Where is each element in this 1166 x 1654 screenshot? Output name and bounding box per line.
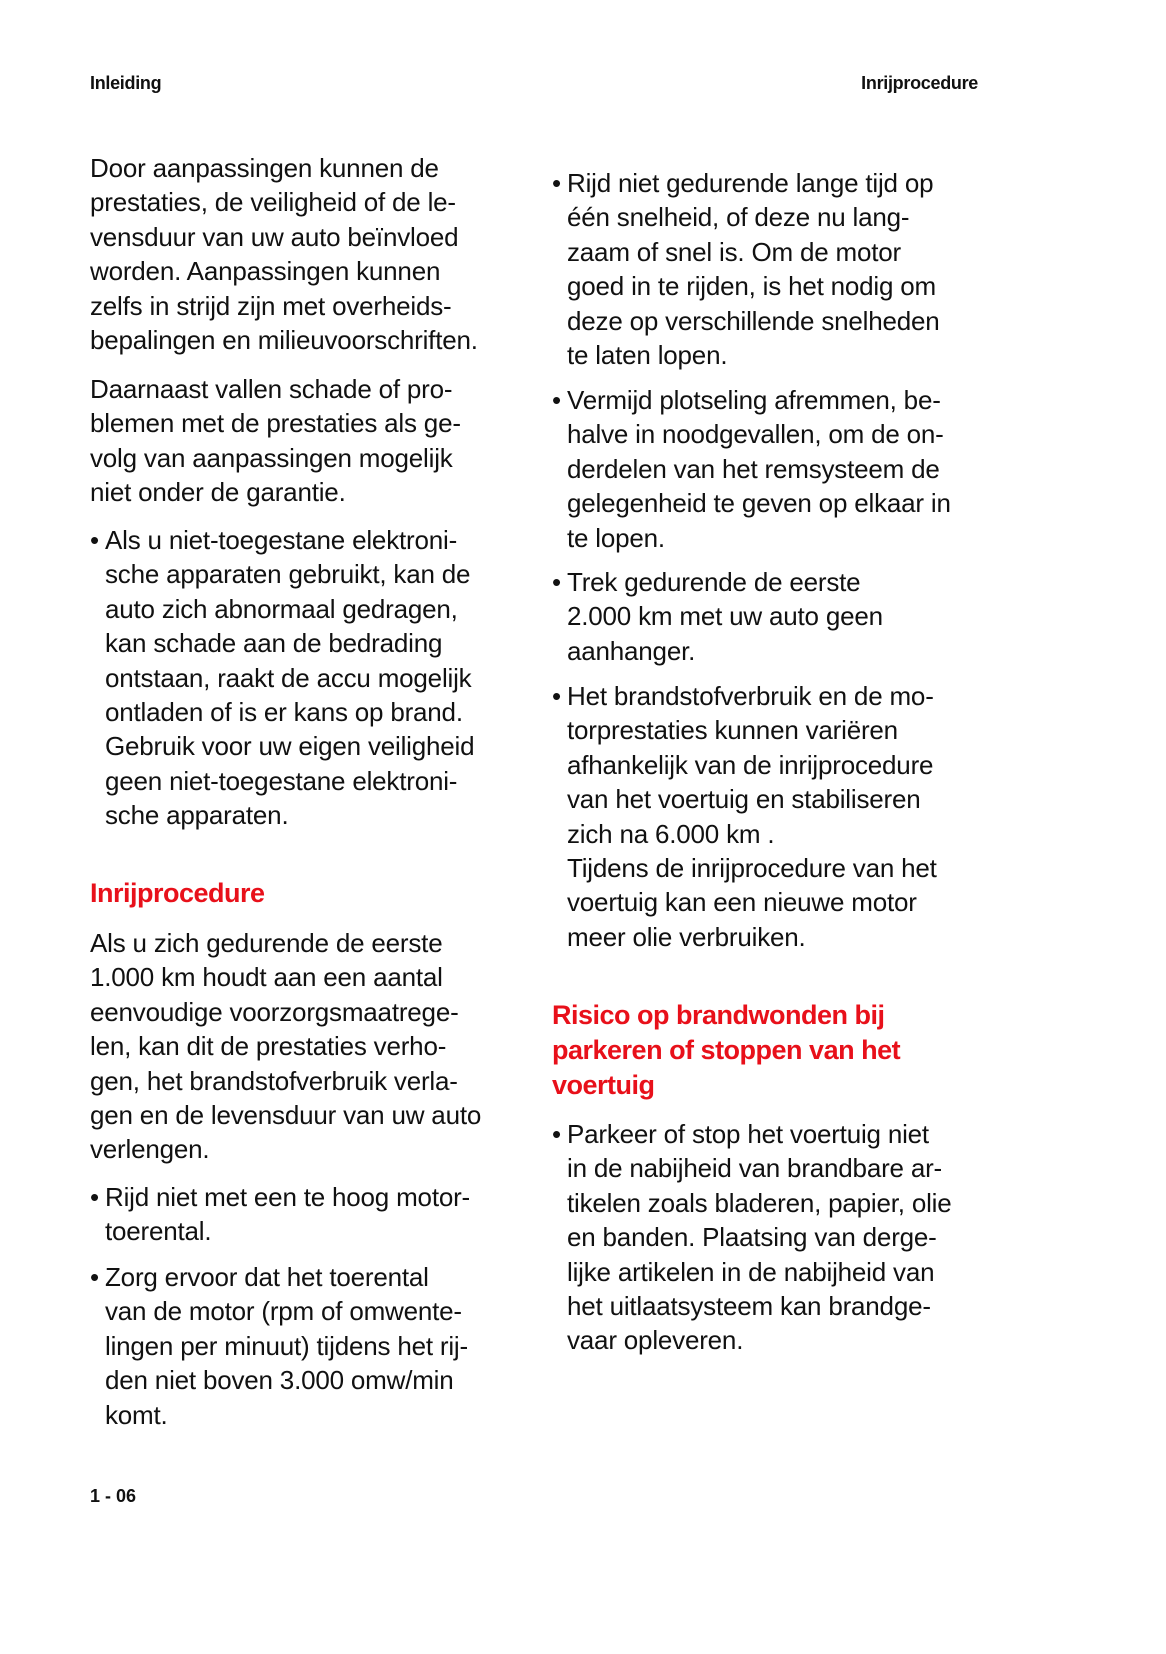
section-heading: Inrijprocedure (90, 878, 265, 908)
bullet-item (552, 1117, 1007, 1358)
running-header-left: Inleiding (90, 73, 162, 93)
bullet-item (552, 383, 1007, 555)
bullet-text: Rijd niet gedurende lange tijd op één snelheid, of deze nu lang- zaam of snel is. Om de motor goed in te rijden, is het nodig om deze op verschillende snelheden te laten lopen. (567, 168, 940, 371)
bullet-text: Parkeer of stop het voertuig niet in de nabijheid van brandbare ar- tikelen zoals bladeren, papier, olie en banden. Plaatsing van derge- lijke artikelen in de nabijheid van het uitlaatsysteem kan brandge- vaar opleveren. (567, 1119, 952, 1356)
running-header-right: Inrijprocedure (861, 73, 978, 93)
bullet-icon: • (90, 525, 99, 555)
bullet-icon: • (552, 567, 561, 597)
bullet-icon: • (552, 168, 561, 198)
paragraph: Als u zich gedurende de eerste 1.000 km houdt aan een aantal eenvoudige voorzorgsmaatrege- len, kan dit de prestaties verho- gen, het brandstofverbruik verla- gen en de levensduur van uw auto verlengen. (90, 928, 482, 1165)
bullet-text: Het brandstofverbruik en de mo- torprestaties kunnen variëren afhankelijk van de inrijprocedure van het voertuig en stabiliseren zich na 6.000 km . Tijdens de inrijprocedure van het voertuig kan een nieuwe motor meer olie verbruiken. (567, 681, 937, 952)
paragraph: Daarnaast vallen schade of pro- blemen met de prestaties als ge- volg van aanpassingen mogelijk niet onder de garantie. (90, 374, 461, 508)
paragraph: Door aanpassingen kunnen de prestaties, de veiligheid of de le- vensduur van uw auto beïnvloed worden. Aanpassingen kunnen zelfs in strijd zijn met overheids- bepalingen en milieuvoorschriften. (90, 153, 478, 356)
bullet-text: Rijd niet met een te hoog motor- toerental. (105, 1182, 471, 1247)
bullet-icon: • (90, 1182, 99, 1212)
section-heading: Risico op brandwonden bij parkeren of stoppen van het voertuig (552, 1000, 901, 1100)
bullet-item (90, 523, 545, 833)
page-number: 1 - 06 (90, 1486, 137, 1506)
bullet-text: Zorg ervoor dat het toerental van de motor (rpm of omwente- lingen per minuut) tijdens het rij- den niet boven 3.000 omw/min komt. (105, 1262, 468, 1430)
bullet-text: Trek gedurende de eerste 2.000 km met uw auto geen aanhanger. (567, 567, 883, 666)
bullet-item (552, 565, 1007, 668)
bullet-icon: • (552, 681, 561, 711)
bullet-text: Als u niet-toegestane elektroni- sche apparaten gebruikt, kan de auto zich abnormaal gedragen, kan schade aan de bedrading ontstaan, raakt de accu mogelijk ontladen of is er kans op brand. Gebruik voor uw eigen veiligheid geen niet-toegestane elektroni- sche apparaten. (105, 525, 475, 831)
bullet-icon: • (552, 385, 561, 415)
bullet-item (90, 1180, 545, 1249)
bullet-item (552, 166, 1007, 372)
bullet-icon: • (552, 1119, 561, 1149)
bullet-item (90, 1260, 545, 1432)
bullet-item (552, 679, 1007, 954)
bullet-text: Vermijd plotseling afremmen, be- halve in noodgevallen, om de on- derdelen van het remsysteem de gelegenheid te geven op elkaar in te lopen. (567, 385, 951, 553)
bullet-icon: • (90, 1262, 99, 1292)
